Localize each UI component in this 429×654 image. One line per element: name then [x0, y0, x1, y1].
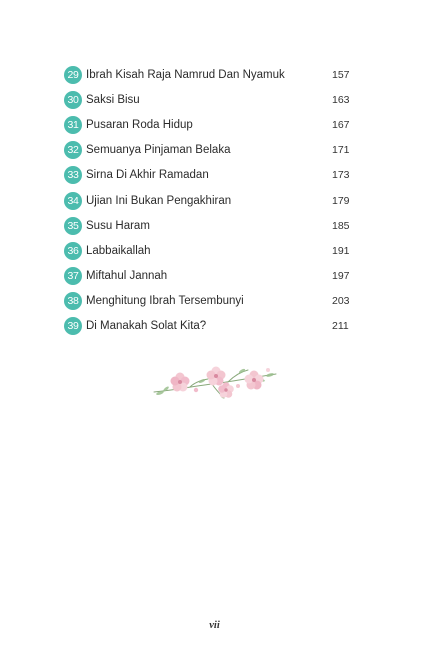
chapter-number-badge: 38	[64, 292, 82, 310]
chapter-title: Susu Haram	[86, 219, 150, 232]
page-number: 163	[332, 93, 350, 106]
chapter-number-badge: 29	[64, 66, 82, 84]
toc-entry[interactable]	[64, 264, 364, 289]
cherry-blossom-branch-icon	[150, 360, 280, 410]
toc-entry[interactable]	[64, 289, 364, 314]
chapter-title: Ujian Ini Bukan Pengakhiran	[86, 194, 232, 207]
page-number: 191	[332, 244, 350, 257]
toc-entry[interactable]	[64, 188, 364, 213]
chapter-title: Saksi Bisu	[86, 93, 140, 106]
page-number: 197	[332, 270, 350, 283]
chapter-number-badge: 33	[64, 166, 82, 184]
toc-entry[interactable]	[64, 138, 364, 163]
page-number: 171	[332, 144, 350, 157]
chapter-number-badge: 39	[64, 317, 82, 335]
table-of-contents	[64, 62, 364, 339]
page-number: 179	[332, 194, 350, 207]
chapter-title: Menghitung Ibrah Tersembunyi	[86, 295, 244, 308]
chapter-title: Pusaran Roda Hidup	[86, 118, 193, 131]
blossoms	[171, 367, 271, 398]
toc-entry[interactable]	[64, 238, 364, 263]
page-number: 185	[332, 219, 350, 232]
page-folio: vii	[209, 620, 220, 631]
chapter-number-badge: 36	[64, 242, 82, 260]
chapter-number-badge: 32	[64, 141, 82, 159]
page-number: 211	[332, 320, 349, 333]
chapter-number-badge: 30	[64, 91, 82, 109]
toc-entry[interactable]	[64, 62, 364, 87]
chapter-title: Miftahul Jannah	[86, 270, 168, 283]
chapter-number-badge: 37	[64, 267, 82, 285]
toc-entry[interactable]	[64, 112, 364, 137]
chapter-title: Sirna Di Akhir Ramadan	[86, 169, 209, 182]
toc-entry[interactable]	[64, 213, 364, 238]
chapter-number-badge: 34	[64, 192, 82, 210]
toc-entry[interactable]	[64, 314, 364, 339]
page-number: 167	[332, 118, 350, 131]
chapter-number-badge: 31	[64, 116, 82, 134]
page-number: 157	[332, 68, 350, 81]
chapter-title: Labbaikallah	[86, 244, 151, 257]
page-number: 203	[332, 295, 350, 308]
chapter-title: Ibrah Kisah Raja Namrud Dan Nyamuk	[86, 68, 285, 81]
toc-entry[interactable]	[64, 87, 364, 112]
page-number: 173	[332, 169, 350, 182]
chapter-title: Di Manakah Solat Kita?	[86, 320, 207, 333]
toc-entry[interactable]	[64, 163, 364, 188]
chapter-number-badge: 35	[64, 217, 82, 235]
chapter-title: Semuanya Pinjaman Belaka	[86, 144, 231, 157]
